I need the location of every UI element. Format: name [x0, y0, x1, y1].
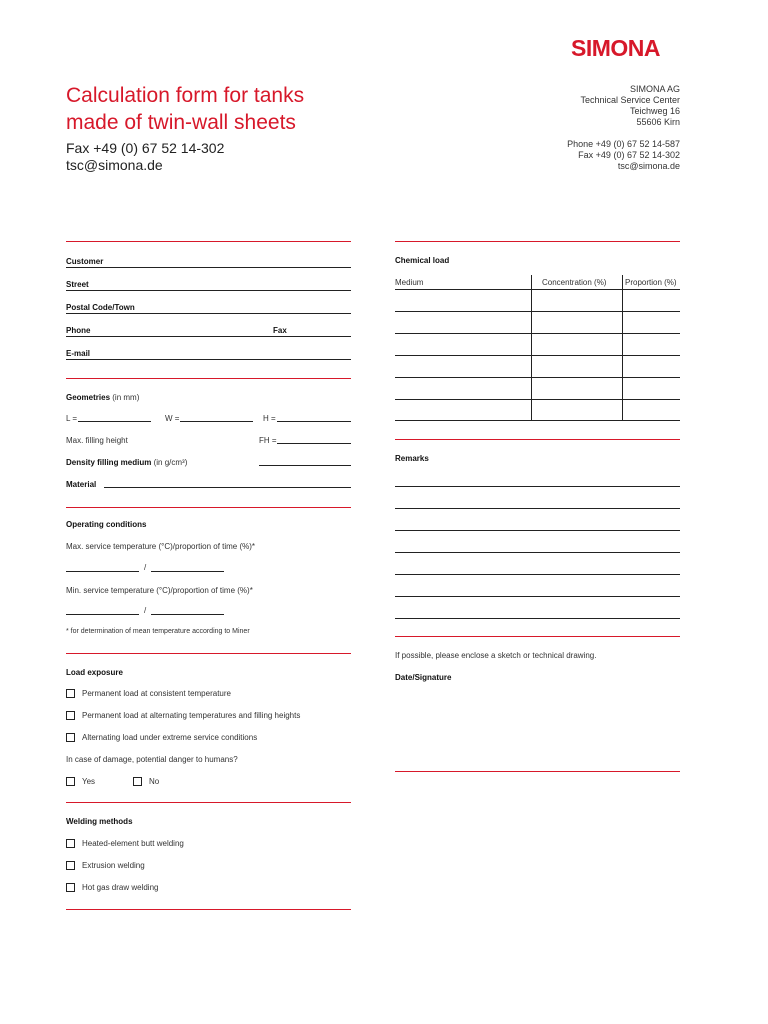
divider [66, 507, 351, 508]
email-field[interactable] [66, 359, 351, 360]
remarks-line[interactable] [395, 530, 680, 531]
divider [66, 909, 351, 910]
chemical-table [395, 275, 680, 421]
remarks-line[interactable] [395, 552, 680, 553]
postal-field[interactable] [66, 313, 351, 314]
table-row[interactable] [395, 355, 680, 356]
max-time-field[interactable] [151, 571, 224, 572]
table-row-line [395, 289, 680, 290]
col-concentration: Concentration (%) [542, 278, 607, 287]
load-option-3-checkbox[interactable] [66, 733, 75, 742]
customer-field[interactable] [66, 267, 351, 268]
divider [395, 241, 680, 242]
fh-label: FH = [259, 436, 277, 445]
table-row[interactable] [395, 420, 680, 421]
street-field[interactable] [66, 290, 351, 291]
welding-heading: Welding methods [66, 817, 133, 826]
load-option-1-checkbox[interactable] [66, 689, 75, 698]
welding-option-3-checkbox[interactable] [66, 883, 75, 892]
postal-label: Postal Code/Town [66, 303, 135, 312]
divider [66, 802, 351, 803]
fh-field[interactable] [277, 443, 351, 444]
street-label: Street [66, 280, 89, 289]
table-row[interactable] [395, 399, 680, 400]
welding-option-2-label: Extrusion welding [82, 861, 145, 870]
welding-option-3-label: Hot gas draw welding [82, 883, 159, 892]
density-field[interactable] [259, 465, 351, 466]
no-label: No [149, 777, 160, 786]
operating-heading: Operating conditions [66, 520, 147, 529]
table-row[interactable] [395, 333, 680, 334]
length-field[interactable] [78, 421, 151, 422]
remarks-line[interactable] [395, 574, 680, 575]
customer-label: Customer [66, 257, 104, 266]
phone-fax-field[interactable] [66, 336, 351, 337]
col-medium: Medium [395, 278, 424, 287]
col-proportion: Proportion (%) [625, 278, 677, 287]
divider [66, 653, 351, 654]
max-temp-field[interactable] [66, 571, 139, 572]
max-filling-label: Max. filling height [66, 436, 128, 445]
slash: / [144, 563, 147, 572]
header-contact: Fax +49 (0) 67 52 14-302 tsc@simona.de [66, 140, 225, 173]
geometries-heading: Geometries (in mm) [66, 393, 140, 402]
width-field[interactable] [180, 421, 253, 422]
length-label: L = [66, 414, 78, 423]
height-field[interactable] [277, 421, 351, 422]
remarks-line[interactable] [395, 618, 680, 619]
slash: / [144, 606, 147, 615]
company-contact: Phone +49 (0) 67 52 14-587 Fax +49 (0) 67 52 14-302 tsc@simona.de [567, 139, 680, 171]
load-option-2-checkbox[interactable] [66, 711, 75, 720]
welding-option-1-label: Heated-element butt welding [82, 839, 184, 848]
no-checkbox[interactable] [133, 777, 142, 786]
divider [395, 636, 680, 637]
chemical-heading: Chemical load [395, 256, 450, 265]
divider [395, 439, 680, 440]
danger-question: In case of damage, potential danger to humans? [66, 755, 238, 764]
page-title: Calculation form for tanks made of twin-wall sheets [66, 84, 305, 134]
miner-footnote: * for determination of mean temperature according to Miner [66, 628, 250, 635]
simona-logo: SIMONA [571, 35, 660, 61]
remarks-line[interactable] [395, 596, 680, 597]
fax-label: Fax [273, 326, 287, 335]
date-signature-label: Date/Signature [395, 673, 452, 682]
height-label: H = [263, 414, 276, 423]
load-option-3-label: Alternating load under extreme service conditions [82, 733, 258, 742]
enclose-note: If possible, please enclose a sketch or technical drawing. [395, 651, 597, 660]
load-option-1-label: Permanent load at consistent temperature [82, 689, 231, 698]
width-label: W = [165, 414, 180, 423]
phone-label: Phone [66, 326, 91, 335]
signature-line[interactable] [395, 771, 680, 772]
remarks-line[interactable] [395, 486, 680, 487]
min-time-field[interactable] [151, 614, 224, 615]
max-temp-label: Max. service temperature (°C)/proportion of time (%)* [66, 542, 256, 551]
yes-label: Yes [82, 777, 96, 786]
welding-option-1-checkbox[interactable] [66, 839, 75, 848]
divider [66, 378, 351, 379]
table-row[interactable] [395, 311, 680, 312]
table-row[interactable] [395, 377, 680, 378]
welding-option-2-checkbox[interactable] [66, 861, 75, 870]
material-field[interactable] [104, 487, 351, 488]
density-heading: Density filling medium (in g/cm³) [66, 458, 188, 467]
material-label: Material [66, 480, 97, 489]
email-label: E-mail [66, 349, 91, 358]
company-address: SIMONA AG Technical Service Center Teichweg 16 55606 Kirn [580, 84, 680, 127]
min-temp-label: Min. service temperature (°C)/proportion of time (%)* [66, 586, 253, 595]
yes-checkbox[interactable] [66, 777, 75, 786]
min-temp-field[interactable] [66, 614, 139, 615]
remarks-heading: Remarks [395, 454, 429, 463]
remarks-line[interactable] [395, 508, 680, 509]
load-heading: Load exposure [66, 668, 123, 677]
divider [66, 241, 351, 242]
load-option-2-label: Permanent load at alternating temperatures and filling heights [82, 711, 301, 720]
